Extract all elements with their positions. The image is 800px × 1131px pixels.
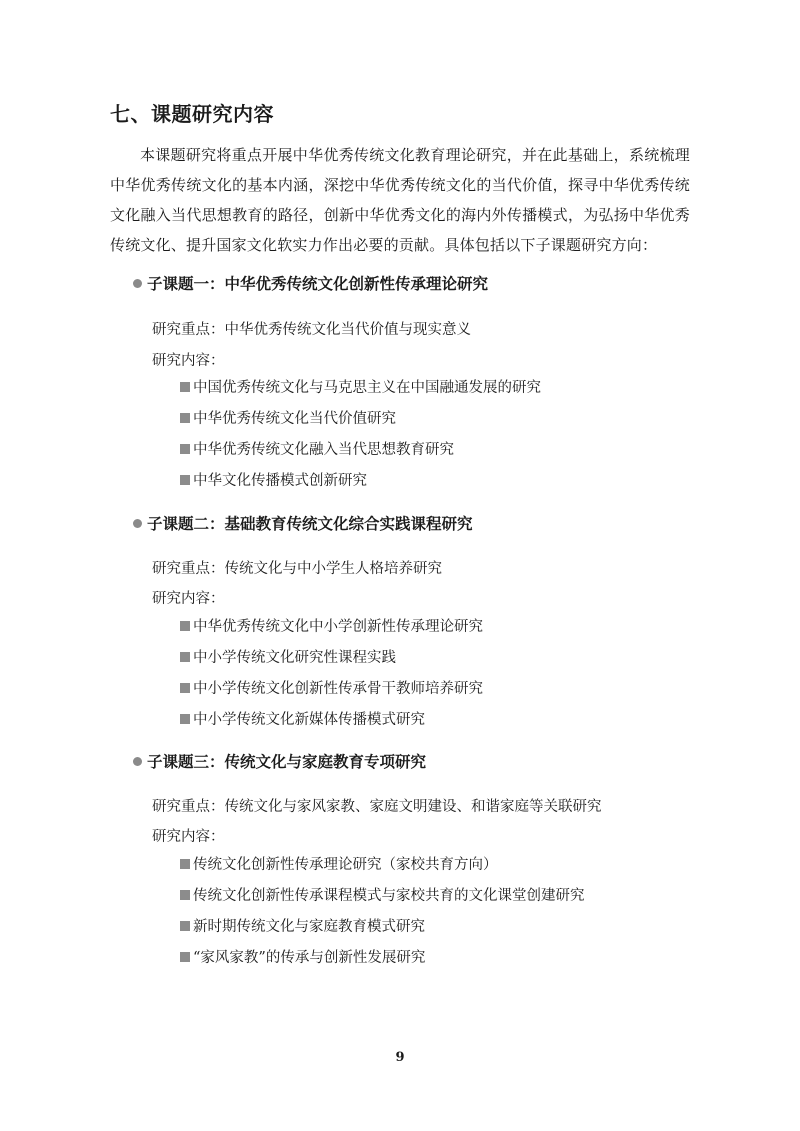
subtopic-2-title	[133, 512, 473, 534]
subtopic-3-item-2	[180, 884, 585, 905]
subtopic-1-item-3	[180, 438, 454, 459]
subtopic-2-title-text: 子课题二：基础教育传统文化综合实践课程研究	[147, 515, 473, 533]
subtopic-2-item-1	[180, 615, 483, 636]
item-text: 中小学传统文化创新性传承骨干教师培养研究	[193, 681, 483, 697]
square-bullet-icon	[180, 890, 190, 900]
subtopic-3-item-3	[180, 915, 425, 936]
item-text: 中华优秀传统文化当代价值研究	[193, 411, 396, 427]
bullet-dot-icon	[133, 757, 142, 766]
item-text: 中华优秀传统文化中小学创新性传承理论研究	[193, 619, 483, 635]
item-text: 中小学传统文化新媒体传播模式研究	[193, 712, 425, 728]
item-text: 中小学传统文化研究性课程实践	[193, 650, 396, 666]
square-bullet-icon	[180, 859, 190, 869]
square-bullet-icon	[180, 683, 190, 693]
subtopic-1-title	[133, 272, 488, 294]
square-bullet-icon	[180, 475, 190, 485]
section-title: 七、课题研究内容	[110, 102, 274, 126]
subtopic-2-item-4	[180, 708, 425, 729]
item-text: 新时期传统文化与家庭教育模式研究	[193, 919, 425, 935]
subtopic-1-content-label: 研究内容：	[152, 353, 225, 369]
item-text: 中华优秀传统文化融入当代思想教育研究	[193, 442, 454, 458]
subtopic-1-focus: 研究重点：中华优秀传统文化当代价值与现实意义	[152, 322, 471, 338]
subtopic-2-focus: 研究重点：传统文化与中小学生人格培养研究	[152, 561, 442, 577]
subtopic-2-item-3	[180, 677, 483, 698]
square-bullet-icon	[180, 413, 190, 423]
bullet-dot-icon	[133, 279, 142, 288]
square-bullet-icon	[180, 652, 190, 662]
intro-paragraph: 本课题研究将重点开展中华优秀传统文化教育理论研究，并在此基础上，系统梳理中华优秀传统文化的基本内涵，深挖中华优秀传统文化的当代价值，探寻中华优秀传统文化融入当代思想教育的路径，创新中华优秀文化的海内外传播模式，为弘扬中华优秀传统文化、提升国家文化软实力作出必要的贡献。具体包括以下子课题研究方向：	[110, 146, 690, 254]
item-text: 中华文化传播模式创新研究	[193, 473, 367, 489]
subtopic-3-item-1	[180, 853, 498, 874]
square-bullet-icon	[180, 444, 190, 454]
square-bullet-icon	[180, 382, 190, 392]
subtopic-1-item-1	[180, 376, 541, 397]
subtopic-1-item-2	[180, 407, 396, 428]
subtopic-2-content-label: 研究内容：	[152, 591, 225, 607]
subtopic-3-title-text: 子课题三：传统文化与家庭教育专项研究	[147, 753, 427, 771]
item-text: “家风家教”的传承与创新性发展研究	[193, 950, 426, 966]
subtopic-3-item-4	[180, 946, 425, 967]
subtopic-3-title	[133, 750, 426, 772]
subtopic-3-content-label: 研究内容：	[152, 829, 225, 845]
square-bullet-icon	[180, 921, 190, 931]
subtopic-2-item-2	[180, 646, 396, 667]
item-text: 传统文化创新性传承课程模式与家校共育的文化课堂创建研究	[193, 888, 585, 904]
page-number: 9	[395, 1050, 405, 1065]
subtopic-1-item-4	[180, 469, 367, 490]
subtopic-3-focus: 研究重点：传统文化与家风家教、家庭文明建设、和谐家庭等关联研究	[152, 799, 602, 815]
square-bullet-icon	[180, 714, 190, 724]
square-bullet-icon	[180, 621, 190, 631]
item-text: 传统文化创新性传承理论研究（家校共育方向）	[193, 857, 498, 873]
subtopic-1-title-text: 子课题一：中华优秀传统文化创新性传承理论研究	[147, 275, 489, 293]
bullet-dot-icon	[133, 519, 142, 528]
square-bullet-icon	[180, 952, 190, 962]
item-text: 中国优秀传统文化与马克思主义在中国融通发展的研究	[193, 380, 541, 396]
